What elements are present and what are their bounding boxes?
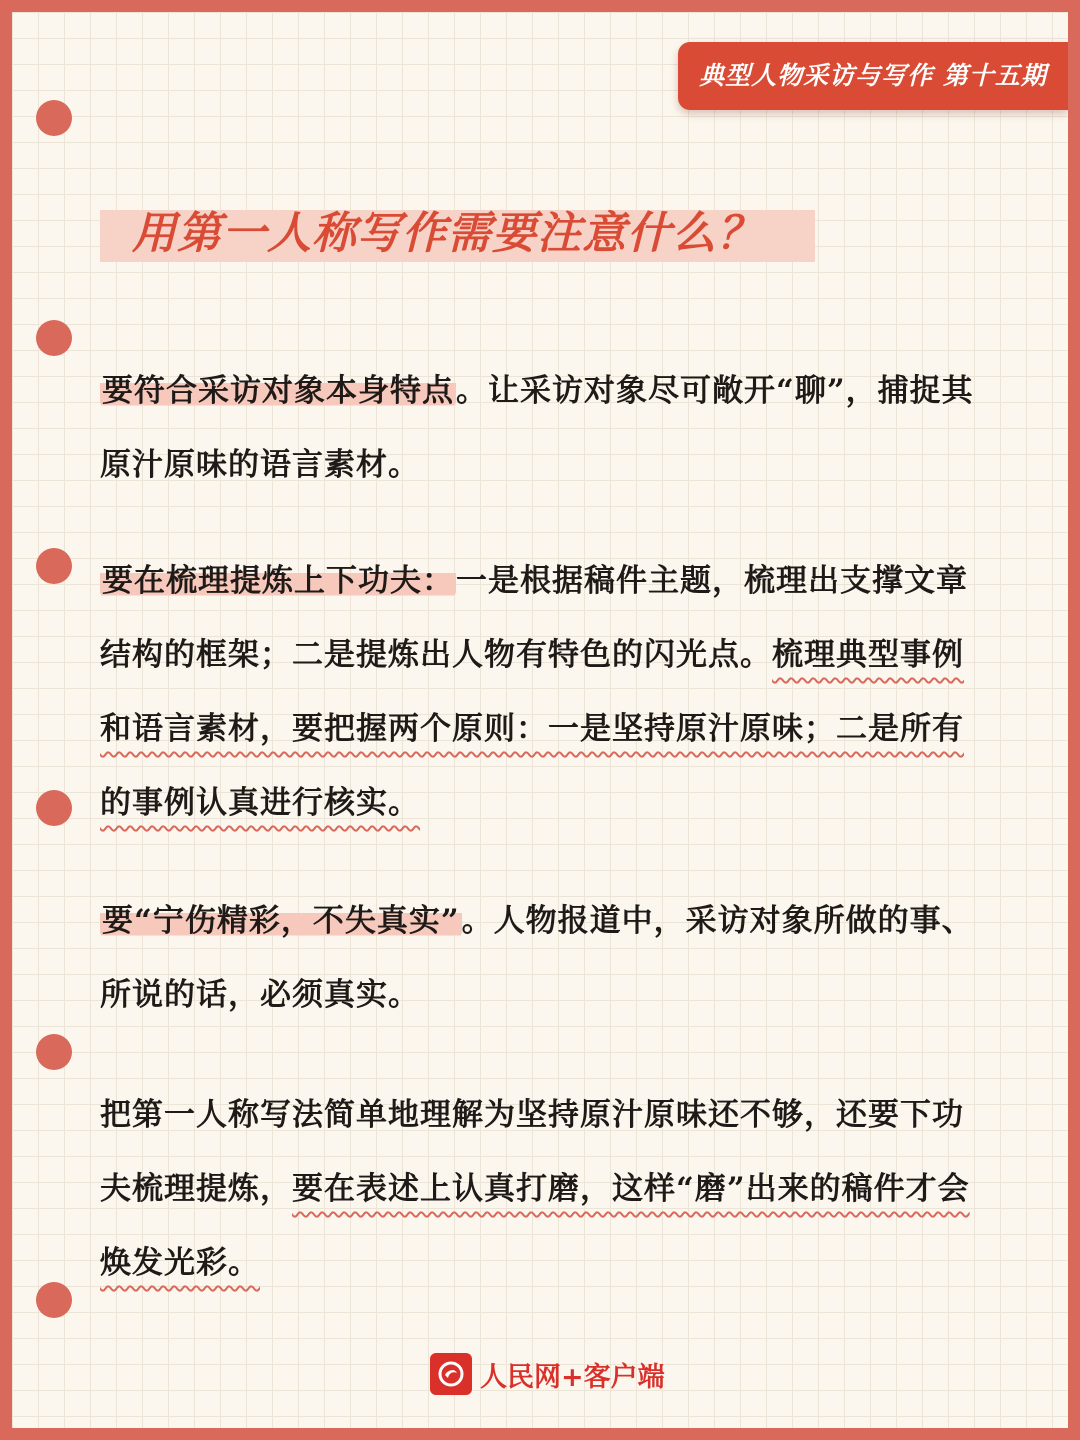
paragraph-text: 一是根据稿件主题，梳理出支撑文章结构的框架；二是提炼出人物有特色的闪光点。 xyxy=(100,563,968,673)
binder-hole xyxy=(36,1034,72,1070)
footer-brand xyxy=(430,1352,665,1396)
key-point-highlight: 要符合采访对象本身特点 xyxy=(102,373,454,409)
wavy-underlined-text: 要在表述上认真打磨，这样“磨”出来的稿件才会焕发光彩。 xyxy=(100,1171,970,1281)
page-title: 用第一人称写作需要注意什么？ xyxy=(132,208,762,259)
paragraph-4 xyxy=(100,1078,980,1300)
binder-hole xyxy=(36,548,72,584)
binder-hole xyxy=(36,790,72,826)
paragraph-2 xyxy=(100,544,980,840)
binder-hole xyxy=(36,320,72,356)
paragraph-text: 。让采访对象尽可敞开“聊”，捕捉其原汁原味的语言素材。 xyxy=(100,373,974,483)
series-tag: 典型人物采访与写作 第十五期 xyxy=(678,42,1068,110)
paragraph-text: 把第一人称写法简单地理解为坚持原汁原味还不够，还要下功夫梳理提炼， xyxy=(100,1097,964,1207)
brand-name: 人民网+客户端 xyxy=(480,1361,665,1393)
paragraph-text: 。人物报道中，采访对象所做的事、所说的话，必须真实。 xyxy=(100,903,974,1013)
paragraph-3 xyxy=(100,884,980,1032)
binder-hole xyxy=(36,1282,72,1318)
binder-hole xyxy=(36,100,72,136)
key-point-highlight: 要在梳理提炼上下功夫： xyxy=(102,563,454,599)
key-point-highlight: 要“宁伤精彩，不失真实” xyxy=(102,903,460,939)
notebook-paper xyxy=(12,12,1068,1428)
paragraph-1 xyxy=(100,354,980,502)
wavy-underlined-text: 梳理典型事例和语言素材，要把握两个原则：一是坚持原汁原味；二是所有的事例认真进行核实。 xyxy=(100,637,964,821)
people-daily-logo-icon xyxy=(430,1353,472,1395)
title-block xyxy=(100,202,762,266)
